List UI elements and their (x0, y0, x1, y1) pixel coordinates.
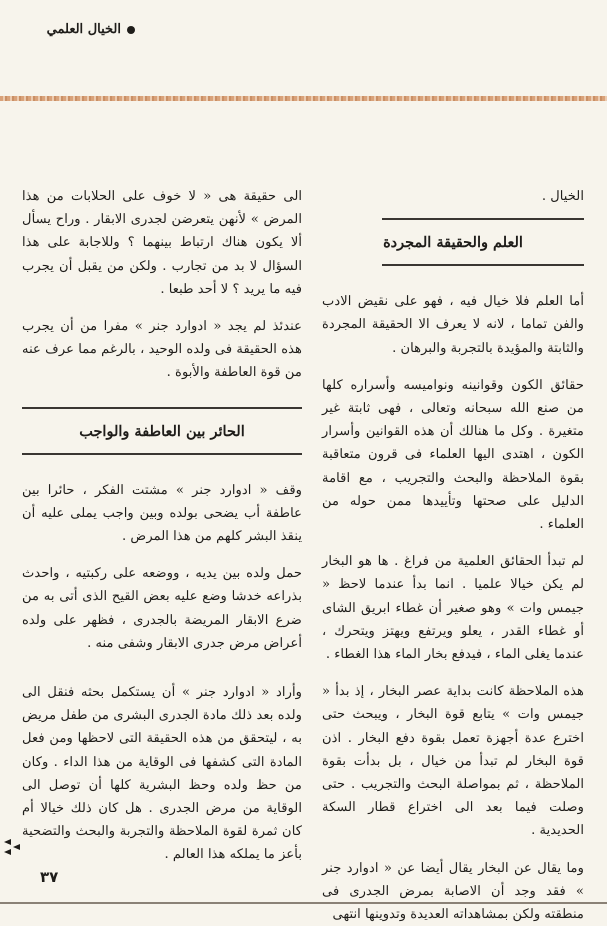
paragraph-gap (322, 843, 584, 857)
section-title: الحائر بين العاطفة والواجب (79, 422, 245, 440)
page-number: ٣٧ (40, 868, 59, 886)
running-head (47, 22, 135, 37)
paragraph: عندئذ لم يجد « ادوارد جنر » مفرا من أن يجرب هذه الحقيقة فى ولده الوحيد ، بالرغم مما عرف عنه من قوة العاطفة والأبوة . (22, 319, 302, 381)
paragraph-gap (22, 385, 302, 399)
paragraph: هذه الملاحظة كانت بداية عصر البخار ، إذ بدأ « جيمس وات » يتابع قوة البخار ، ويبحث حتى اخترع عدة أجهزة تعمل بقوة دفع البخار . اذن قوة البخار لم تبدأ من خيال ، بل بدأت بقوة الملاحظة ، ثم بمواصلة البحث والتجريب . حتى وصلت فيما بعد الى اختراع قطار السكة الحديدية . (322, 684, 584, 839)
continued-fragment: الخيال . (541, 189, 584, 204)
paragraph: وأراد « ادوارد جنر » أن يستكمل بحثه فنقل الى ولده بعد ذلك مادة الجدرى البشرى من طفل مريض به ، ليتحقق من هذه الحقيقة التى لاحظها ومن فعل المادة التى كشفها فى الوقاية من هذا الداء . وكان من حظ ولده وحظ البشرية كلها أن توصل الى الوقاية من مرض الجدرى . هل كان ذلك خيالا أم كان ثمرة لقوة الملاحظة والتجربة والبحث والتضحية بأعز ما يملكه هذا العالم . (22, 685, 302, 863)
paragraph: حقائق الكون وقوانينه ونواميسه وأسراره كلها من صنع الله سبحانه وتعالى ، فهى ثابتة غير متغيرة . وكل ما هنالك أن هذه القوانين وأسرار الكون ، اهتدى اليها العلماء فى قرون متعاقبة بقوة الملاحظة والبحث والتجريب ، مع اقامة الدليل على صحتها وتأييدها ممن حوله من العلماء . (322, 377, 584, 533)
paragraph: أما العلم فلا خيال فيه ، فهو على نقيض الادب والفن تماما ، لانه لا يعرف الا الحقيقة المجردة والثابتة والمؤيدة بالتجربة والبرهان . (322, 294, 584, 356)
section-title: العلم والحقيقة المجردة (383, 234, 523, 252)
paragraph-gap (22, 548, 302, 562)
paragraph-gap (322, 666, 584, 680)
running-title: الخيال العلمي (46, 22, 121, 37)
heading-rule-top (382, 218, 584, 220)
paragraph: وقف « ادوارد جنر » مشتت الفكر ، حائرا بين عاطفة أب يضحى بولده وبين واجب يملى عليه أن ينقذ البشر كلهم من هذا المرض . (22, 482, 302, 545)
paragraph-gap (22, 655, 302, 681)
paragraph-gap (322, 360, 584, 374)
section-heading (22, 407, 302, 455)
left-column (22, 185, 302, 867)
paragraph: الى حقيقة هى « لا خوف على الحلابات من هذا المرض » لأنهن يتعرضن لجدرى الابقار . وراح يسأل ألا يكون هناك ارتباط بينهما ؟ وللاجابة على هذا السؤال لا بد من تجارب . ولكن من يقبل أن يجرب فيه ما يريد ؟ لا أحد طبعا . (22, 189, 302, 297)
paragraph: حمل ولده بين يديه ، ووضعه على ركبتيه ، واحدث بذراعه خدشا وضع عليه بعض القيح الذى أتى به من ضرع الابقار المريضة بالجدرى ، فظهر على ولده أعراض مرض جدرى الابقار وشفى منه . (22, 566, 302, 651)
paragraph-gap (322, 536, 584, 550)
heading-rule-bottom (382, 264, 584, 266)
heading-rule-bottom (22, 453, 302, 455)
section-heading (322, 218, 584, 266)
page-bottom-edge (0, 902, 607, 904)
bullet-icon (127, 26, 135, 34)
heading-rule-top (22, 407, 302, 409)
paragraph-gap (22, 301, 302, 315)
page-arrow-icon (2, 838, 22, 858)
right-column (322, 185, 584, 926)
decorative-rule (0, 96, 607, 101)
paragraph: وما يقال عن البخار يقال أيضا عن « ادوارد جنر » فقد وجد أن الاصابة بمرض الجدرى فى منطقته ولكن بمشاهداته العديدة وتدوينها انتهى (322, 860, 584, 923)
paragraph: لم تبدأ الحقائق العلمية من فراغ . ها هو البخار لم يكن خيالا علميا . انما بدأ عندما لاحظ « جيمس وات » وهو صغير أن غطاء ابريق الشاى أو غطاء القدر ، يعلو ويرتفع ويهتز ويتحرك ، عندما يغلى الماء ، فيدفع بخار الماء هذا الغطاء . (322, 554, 584, 663)
